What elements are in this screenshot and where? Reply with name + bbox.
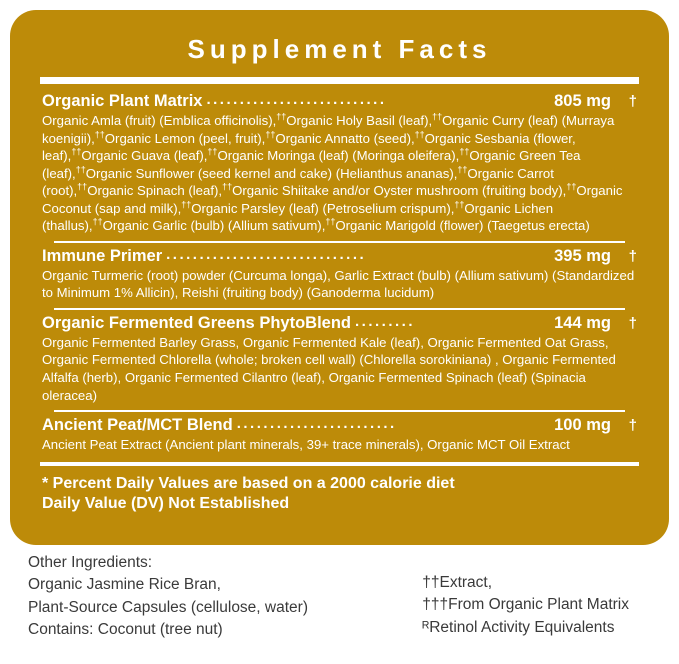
daily-value-marker: † [628, 417, 637, 435]
leader-dots: ........................ [236, 415, 397, 433]
nutrient-block [42, 92, 637, 235]
legend-line: ᴿRetinol Activity Equivalents [422, 618, 615, 636]
nutrient-row [42, 247, 637, 266]
nutrient-name: Organic Plant Matrix [42, 92, 203, 110]
leader-dots: .............................. [166, 245, 367, 263]
divider-thick [40, 77, 639, 84]
symbol-legend-block [422, 552, 651, 642]
nutrient-block [42, 416, 637, 454]
page-title: Supplement Facts [187, 34, 492, 64]
divider-thin [54, 410, 625, 412]
nutrient-amount: 805 mg [554, 92, 611, 110]
footnote-block [28, 472, 651, 514]
nutrient-block [42, 314, 637, 404]
nutrient-ingredients: Organic Turmeric (root) powder (Curcuma longa), Garlic Extract (bulb) (Allium sativum) (Standardized to Minimum 1% Allicin), Reishi (fruiting body) (Ganoderma lucidum) [42, 267, 635, 301]
footnote-dv-not-established: Daily Value (DV) Not Established [42, 494, 290, 512]
other-ingredients-heading: Other Ingredients: [28, 554, 153, 571]
other-ingredients-block [28, 552, 308, 642]
allergen-line: Contains: Coconut (tree nut) [28, 621, 223, 639]
supplement-facts-panel [10, 10, 669, 545]
divider-thin [54, 241, 625, 243]
nutrient-amount: 144 mg [554, 313, 611, 332]
nutrient-ingredients: Organic Fermented Barley Grass, Organic Fermented Kale (leaf), Organic Fermented Oat Grass, Organic Fermented Chlorella (whole; broken cell wall) (Chlorella sorokiniana) , Organic Fermented Alfalfa (herb), Organic Fermented Cilantro (leaf), Organic Fermented Spinach (leaf) (Spinacia oleracea) [42, 334, 616, 403]
nutrient-block [42, 247, 637, 302]
nutrient-name: Ancient Peat/MCT Blend [42, 416, 233, 435]
nutrient-ingredients: Organic Amla (fruit) (Emblica officinolis),††Organic Holy Basil (leaf),††Organic Curry (leaf) (Murraya koenigii),††Organic Lemon (peel, fruit),††Organic Annatto (seed),††Organic Sesbania (flower, leaf),††Organic Guava (leaf),††Organic Moringa (leaf) (Moringa oleifera),††Organic Green Tea (leaf),††Organic Sunflower (seed kernel and cake) (Helianthus ananas),††Organic Carrot (root),††Organic Spinach (leaf),††Organic Shiitake and/or Oyster mushroom (fruiting body),††Organic Coconut (sap and milk),††Organic Parsley (leaf) (Petroselium crispum),††Organic Lichen (thallus),††Organic Garlic (bulb) (Allium sativum),††Organic Marigold (flower) (Taegetus erecta) [42, 111, 623, 234]
nutrient-name: Organic Fermented Greens PhytoBlend [42, 313, 351, 332]
footnote-daily-values: * Percent Daily Values are based on a 2000 calorie diet [42, 474, 455, 492]
nutrient-amount: 100 mg [554, 416, 611, 435]
nutrient-ingredients: Ancient Peat Extract (Ancient plant minerals, 39+ trace minerals), Organic MCT Oil Extract [42, 437, 570, 453]
divider-medium [40, 462, 639, 466]
nutrient-name: Immune Primer [42, 246, 163, 265]
nutrient-row [42, 314, 637, 333]
other-ingredients-line: Plant-Source Capsules (cellulose, water) [28, 598, 308, 616]
nutrient-amount: 395 mg [554, 246, 611, 265]
nutrient-list [28, 92, 651, 454]
nutrient-row [42, 416, 637, 435]
daily-value-marker: † [628, 314, 637, 332]
daily-value-marker: † [628, 247, 637, 265]
legend-line: ††Extract, [422, 574, 493, 591]
nutrient-row [42, 92, 637, 111]
leader-dots: ........................... [206, 91, 387, 108]
leader-dots: ......... [355, 312, 416, 330]
other-ingredients-line: Organic Jasmine Rice Bran, [28, 576, 221, 594]
below-panel-notes [0, 552, 679, 642]
daily-value-marker: † [628, 93, 637, 110]
divider-thin [54, 308, 625, 310]
legend-line: †††From Organic Plant Matrix [422, 596, 629, 614]
